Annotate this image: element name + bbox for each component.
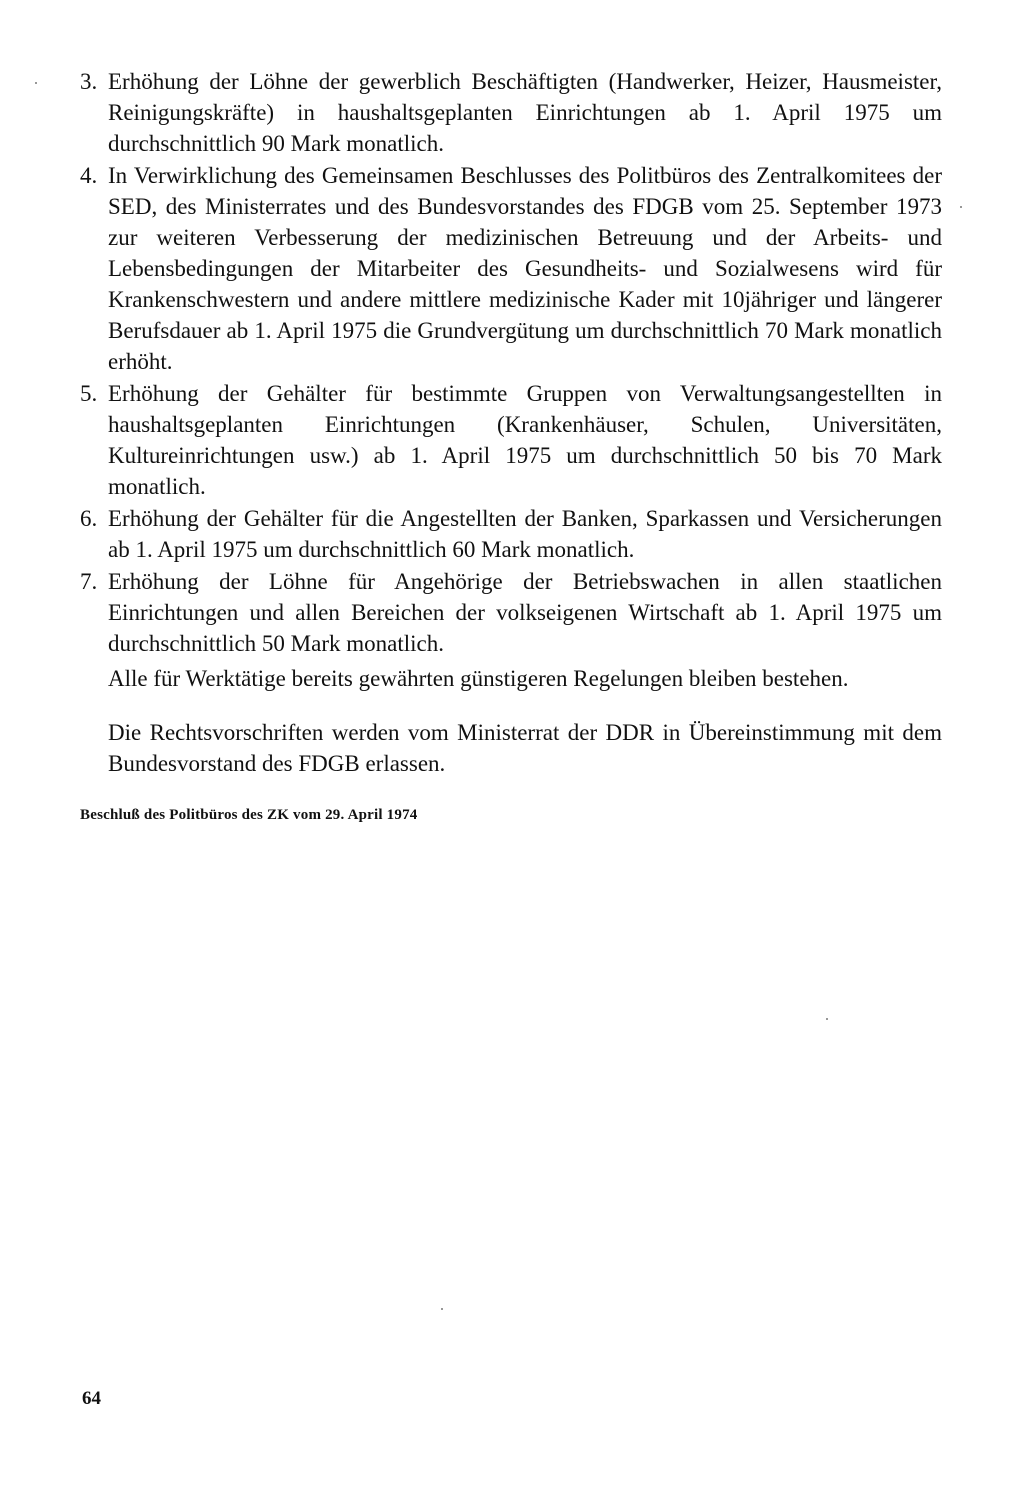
closing-paragraph-regulations: Alle für Werktätige bereits gewährten günstigeren Regelungen bleiben bestehen. — [108, 666, 849, 691]
list-text: Erhöhung der Löhne der gewerblich Beschäftigten (Handwerker, Heizer, Hausmeister, Reinigungskräfte) in haushaltsgeplanten Einrichtungen ab 1. April 1975 um durchschnittlich 90 Mark monatlich. — [108, 69, 942, 156]
list-number: 4. — [80, 163, 98, 188]
page-number: 64 — [82, 1388, 101, 1409]
resolution-text — [80, 66, 942, 825]
list-text: Erhöhung der Gehälter für die Angestellten der Banken, Sparkassen und Versicherungen ab 1. April 1975 um durchschnittlich 60 Mark monatlich. — [108, 506, 942, 562]
closing-paragraph-legal: Die Rechtsvorschriften werden vom Ministerrat der DDR in Übereinstimmung mit dem Bundesvorstand des FDGB erlassen. — [108, 720, 942, 776]
list-text: Erhöhung der Gehälter für bestimmte Gruppen von Verwaltungsangestellten in haushaltsgeplanten Einrichtungen (Krankenhäuser, Schulen, Universitäten, Kultureinrichtungen usw.) ab 1. April 1975 um durchschnittlich 50 bis 70 Mark monatlich. — [108, 381, 942, 499]
scan-speck — [35, 82, 37, 84]
list-number: 6. — [80, 506, 98, 531]
list-item-5 — [80, 378, 942, 502]
list-item-4 — [80, 160, 942, 377]
list-text: Erhöhung der Löhne für Angehörige der Betriebswachen in allen staatlichen Einrichtungen und allen Bereichen der volkseigenen Wirtschaft ab 1. April 1975 um durchschnittlich 50 Mark monatlich. — [108, 569, 942, 656]
source-citation: Beschluß des Politbüros des ZK vom 29. April 1974 — [80, 807, 418, 823]
list-number: 3. — [80, 69, 98, 94]
list-number: 7. — [80, 569, 98, 594]
list-number: 5. — [80, 381, 98, 406]
list-item-3 — [80, 66, 942, 159]
list-item-7 — [80, 566, 942, 659]
scan-speck — [441, 1308, 443, 1310]
list-text: In Verwirklichung des Gemeinsamen Beschlusses des Politbüros des Zentralkomitees der SED, des Ministerrates und des Bundesvorstandes des FDGB vom 25. September 1973 zur weiteren Verbesserung der medizinischen Betreuung und der Arbeits- und Lebensbedingungen der Mitarbeiter des Gesundheits- und Sozialwesens wird für Krankenschwestern und andere mittlere medizinische Kader mit 10jähriger und längerer Berufsdauer ab 1. April 1975 die Grundvergütung um durchschnittlich 70 Mark monatlich erhöht. — [108, 163, 942, 374]
list-item-6 — [80, 503, 942, 565]
scan-speck — [960, 206, 962, 208]
scan-speck — [826, 1018, 828, 1020]
